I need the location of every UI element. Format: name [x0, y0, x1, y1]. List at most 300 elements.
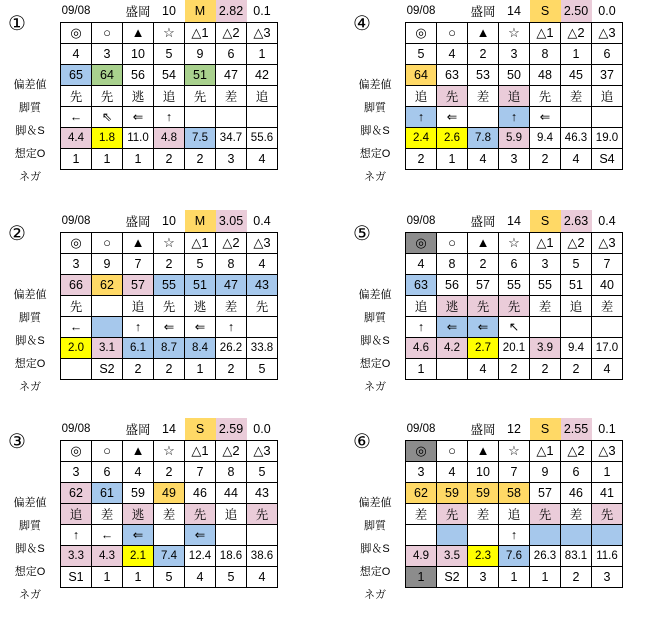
style-row: [406, 503, 623, 524]
table-cell: ↑: [499, 106, 530, 127]
table-cell: 9: [185, 43, 216, 64]
header-cell: 09/08: [406, 4, 436, 17]
race-table: [60, 418, 278, 588]
table-cell: 4.8: [154, 127, 185, 148]
pace-row: [61, 106, 278, 127]
table-cell: [561, 316, 592, 337]
race-number-circle: ⑤: [353, 223, 371, 245]
table-cell: 8: [216, 461, 247, 482]
table-cell: 47: [216, 64, 247, 85]
table-cell: 11.0: [123, 127, 154, 148]
table-cell: ○: [437, 22, 468, 43]
table-cell: 4: [61, 43, 92, 64]
race-number-circle: ④: [353, 13, 371, 35]
race-number-circle: ①: [8, 13, 26, 35]
table-cell: 55: [530, 274, 561, 295]
row-label: 想定O: [14, 358, 46, 370]
table-cell: 63: [406, 274, 437, 295]
deviation-row: [61, 274, 278, 295]
number-row: [61, 461, 278, 482]
row-label: 偏差値: [358, 497, 392, 509]
table-cell: [92, 295, 123, 316]
table-cell: 7.5: [185, 127, 216, 148]
table-cell: 56: [437, 274, 468, 295]
race-number-circle: ③: [8, 431, 26, 453]
table-cell: 2.4: [406, 127, 437, 148]
row-label: 偏差値: [13, 289, 47, 301]
header-cell: 盛岡: [470, 4, 496, 19]
table-cell: 26.3: [530, 545, 561, 566]
table-cell: 26.2: [216, 337, 247, 358]
odds-row: [406, 545, 623, 566]
table-cell: 4: [123, 461, 154, 482]
style-row: [406, 295, 623, 316]
table-cell: 19.0: [592, 127, 623, 148]
header-cell: 10: [162, 213, 176, 228]
table-cell: 逃: [185, 295, 216, 316]
row-label: 脚＆S: [15, 335, 45, 347]
nega-row: [406, 358, 623, 379]
table-cell: 48: [530, 64, 561, 85]
nega-row: [406, 148, 623, 169]
table-cell: 2.6: [437, 127, 468, 148]
header-cell: 0.4: [253, 213, 271, 228]
table-cell: △1: [185, 22, 216, 43]
table-cell: [592, 106, 623, 127]
row-label: 想定O: [14, 148, 46, 160]
row-labels: [0, 284, 60, 399]
table-cell: 1: [406, 566, 437, 587]
table-cell: 5: [154, 43, 185, 64]
table-cell: 51: [561, 274, 592, 295]
table-cell: 3: [499, 43, 530, 64]
header-cell: 09/08: [61, 214, 91, 227]
table-cell: ⇐: [468, 316, 499, 337]
table-cell: [92, 316, 123, 337]
header-cell: [92, 0, 123, 22]
table-cell: 追: [61, 503, 92, 524]
table-cell: ←: [92, 524, 123, 545]
table-cell: 6: [592, 43, 623, 64]
table-cell: 65: [61, 64, 92, 85]
header-cell: [437, 210, 468, 232]
table-cell: [406, 524, 437, 545]
race-table: [405, 0, 623, 170]
table-cell: 42: [247, 64, 278, 85]
table-cell: [437, 524, 468, 545]
table-cell: △3: [592, 232, 623, 253]
table-cell: 53: [468, 64, 499, 85]
table-cell: △2: [561, 22, 592, 43]
table-cell: 追: [406, 85, 437, 106]
header-cell: 0.4: [598, 213, 616, 228]
race-header-row: [61, 418, 278, 440]
table-cell: 46: [185, 482, 216, 503]
table-cell: 58: [499, 482, 530, 503]
row-label: ネガ: [364, 589, 386, 601]
header-cell: 盛岡: [125, 4, 151, 19]
header-cell: 2.59: [216, 418, 247, 440]
table-cell: 1: [92, 566, 123, 587]
row-label: 脚質: [364, 520, 386, 532]
table-cell: 44: [216, 482, 247, 503]
table-cell: 56: [123, 64, 154, 85]
table-cell: 2: [154, 358, 185, 379]
table-cell: 先: [499, 295, 530, 316]
table-cell: 3: [406, 461, 437, 482]
table-cell: S2: [437, 566, 468, 587]
race-panel: [345, 0, 664, 200]
table-cell: 5: [406, 43, 437, 64]
deviation-row: [61, 482, 278, 503]
number-row: [61, 253, 278, 274]
table-cell: 先: [61, 85, 92, 106]
table-cell: 9: [530, 461, 561, 482]
table-cell: 6: [216, 43, 247, 64]
table-cell: 2: [154, 253, 185, 274]
table-cell: 3: [61, 253, 92, 274]
table-cell: 2: [499, 358, 530, 379]
table-cell: 6.1: [123, 337, 154, 358]
table-cell: △3: [592, 440, 623, 461]
table-cell: ▲: [468, 440, 499, 461]
mark-row: [406, 440, 623, 461]
table-cell: 2.1: [123, 545, 154, 566]
table-cell: △1: [530, 232, 561, 253]
table-cell: 5.9: [499, 127, 530, 148]
table-cell: 62: [406, 482, 437, 503]
header-cell: 盛岡: [125, 422, 151, 437]
table-cell: [247, 106, 278, 127]
table-cell: 先: [61, 295, 92, 316]
table-cell: 2.7: [468, 337, 499, 358]
header-cell: 12: [507, 421, 521, 436]
table-cell: △3: [592, 22, 623, 43]
table-cell: 逃: [437, 295, 468, 316]
header-cell: 09/08: [406, 214, 436, 227]
table-cell: 1: [92, 148, 123, 169]
header-cell: S: [530, 0, 561, 22]
table-cell: 40: [592, 274, 623, 295]
table-cell: 2: [216, 358, 247, 379]
table-cell: 4: [247, 253, 278, 274]
table-cell: 差: [468, 85, 499, 106]
table-cell: 3.1: [92, 337, 123, 358]
table-cell: 2: [468, 253, 499, 274]
table-cell: 4: [468, 148, 499, 169]
table-cell: 7: [185, 461, 216, 482]
nega-row: [406, 566, 623, 587]
table-cell: 1: [437, 148, 468, 169]
header-cell: S: [530, 210, 561, 232]
table-cell: 逃: [123, 503, 154, 524]
table-cell: 61: [92, 482, 123, 503]
header-cell: 0.0: [253, 421, 271, 436]
style-row: [61, 295, 278, 316]
table-cell: ☆: [499, 22, 530, 43]
table-cell: 4.3: [92, 545, 123, 566]
race-number-circle: ⑥: [353, 431, 371, 453]
table-cell: ↑: [216, 316, 247, 337]
table-cell: [592, 316, 623, 337]
table-cell: 4: [437, 461, 468, 482]
table-cell: ↑: [123, 316, 154, 337]
table-cell: ☆: [499, 232, 530, 253]
header-cell: [437, 418, 468, 440]
table-cell: 1: [530, 566, 561, 587]
table-cell: ←: [61, 106, 92, 127]
mark-row: [61, 440, 278, 461]
table-cell: 43: [247, 274, 278, 295]
odds-row: [61, 545, 278, 566]
table-cell: 3.3: [61, 545, 92, 566]
row-label: 脚質: [19, 520, 41, 532]
table-cell: 4: [561, 148, 592, 169]
table-cell: 55: [154, 274, 185, 295]
table-cell: 追: [592, 85, 623, 106]
row-label: 脚＆S: [360, 335, 390, 347]
row-label: 偏差値: [13, 497, 47, 509]
header-cell: 2.55: [561, 418, 592, 440]
table-cell: △1: [530, 22, 561, 43]
style-row: [406, 85, 623, 106]
table-cell: 先: [437, 503, 468, 524]
table-cell: ◎: [61, 232, 92, 253]
table-cell: ▲: [123, 22, 154, 43]
table-cell: 3: [530, 253, 561, 274]
table-cell: 先: [185, 503, 216, 524]
table-cell: 8: [437, 253, 468, 274]
table-cell: 38.6: [247, 545, 278, 566]
table-cell: 差: [216, 295, 247, 316]
table-cell: ○: [92, 440, 123, 461]
table-cell: 54: [154, 64, 185, 85]
table-cell: △3: [247, 22, 278, 43]
race-panel: [0, 418, 340, 618]
style-row: [61, 85, 278, 106]
table-cell: ←: [61, 316, 92, 337]
header-cell: 14: [507, 3, 521, 18]
deviation-row: [61, 64, 278, 85]
table-cell: ⇐: [437, 316, 468, 337]
table-cell: 6: [92, 461, 123, 482]
table-cell: 追: [499, 503, 530, 524]
table-cell: 3: [216, 148, 247, 169]
mark-row: [61, 232, 278, 253]
table-cell: 8: [216, 253, 247, 274]
table-cell: 2.3: [468, 545, 499, 566]
table-cell: ☆: [499, 440, 530, 461]
race-panel: [345, 418, 664, 618]
table-cell: 57: [530, 482, 561, 503]
row-label: 脚＆S: [360, 543, 390, 555]
nega-row: [61, 148, 278, 169]
table-cell: ▲: [123, 232, 154, 253]
table-cell: 55: [499, 274, 530, 295]
table-cell: 46: [561, 482, 592, 503]
race-panel: [0, 0, 340, 200]
table-cell: 差: [530, 295, 561, 316]
table-cell: S1: [61, 566, 92, 587]
race-header-row: [61, 0, 278, 22]
table-cell: ⇐: [123, 524, 154, 545]
table-cell: ⇐: [185, 316, 216, 337]
table-cell: △2: [216, 232, 247, 253]
table-cell: ▲: [468, 22, 499, 43]
table-cell: 2: [123, 358, 154, 379]
table-cell: ○: [92, 232, 123, 253]
table-cell: 追: [406, 295, 437, 316]
row-label: 脚質: [19, 102, 41, 114]
table-cell: 62: [92, 274, 123, 295]
table-cell: [61, 358, 92, 379]
header-cell: 0.1: [598, 421, 616, 436]
table-cell: 9.4: [561, 337, 592, 358]
table-cell: ◎: [61, 22, 92, 43]
table-cell: 差: [406, 503, 437, 524]
table-cell: [216, 106, 247, 127]
table-cell: ☆: [154, 440, 185, 461]
table-cell: 先: [468, 295, 499, 316]
table-cell: 1: [123, 148, 154, 169]
table-cell: [592, 524, 623, 545]
row-label: ネガ: [364, 381, 386, 393]
row-label: 脚＆S: [15, 125, 45, 137]
row-label: 脚質: [364, 312, 386, 324]
table-cell: [468, 106, 499, 127]
table-cell: ◎: [406, 440, 437, 461]
deviation-row: [406, 482, 623, 503]
race-table: [405, 418, 623, 588]
table-cell: 1: [123, 566, 154, 587]
table-cell: 4.2: [437, 337, 468, 358]
table-cell: 2: [185, 148, 216, 169]
odds-row: [406, 127, 623, 148]
table-cell: 62: [61, 482, 92, 503]
table-cell: 6: [561, 461, 592, 482]
table-cell: 差: [216, 85, 247, 106]
table-cell: ↑: [61, 524, 92, 545]
table-cell: 3: [61, 461, 92, 482]
number-row: [61, 43, 278, 64]
table-cell: ⇐: [185, 524, 216, 545]
table-cell: 59: [123, 482, 154, 503]
table-cell: 34.7: [216, 127, 247, 148]
table-cell: 6: [499, 253, 530, 274]
table-cell: 8.7: [154, 337, 185, 358]
table-cell: 先: [530, 503, 561, 524]
table-cell: 先: [530, 85, 561, 106]
table-cell: 49: [154, 482, 185, 503]
row-label: 脚＆S: [360, 125, 390, 137]
row-label: ネガ: [19, 171, 41, 183]
table-cell: [561, 524, 592, 545]
table-cell: ◎: [406, 22, 437, 43]
table-cell: [561, 106, 592, 127]
table-cell: 先: [592, 503, 623, 524]
pace-row: [406, 524, 623, 545]
table-cell: 46.3: [561, 127, 592, 148]
table-cell: 2.0: [61, 337, 92, 358]
table-cell: 3: [92, 43, 123, 64]
table-cell: 2: [154, 148, 185, 169]
table-cell: 7.6: [499, 545, 530, 566]
table-cell: ▲: [123, 440, 154, 461]
table-cell: 5: [216, 566, 247, 587]
table-cell: 差: [468, 503, 499, 524]
table-cell: 57: [468, 274, 499, 295]
race-table: [405, 210, 623, 380]
table-cell: 41: [592, 482, 623, 503]
header-cell: [437, 0, 468, 22]
table-cell: ⇐: [154, 316, 185, 337]
table-cell: 追: [499, 85, 530, 106]
header-cell: 盛岡: [470, 214, 496, 229]
table-cell: [247, 524, 278, 545]
table-cell: 8: [530, 43, 561, 64]
table-cell: 3: [468, 566, 499, 587]
pace-row: [61, 524, 278, 545]
table-cell: 5: [185, 253, 216, 274]
table-cell: 7: [499, 461, 530, 482]
table-cell: 7.8: [468, 127, 499, 148]
table-cell: ○: [437, 440, 468, 461]
header-cell: 09/08: [406, 422, 436, 435]
table-cell: 4: [592, 358, 623, 379]
table-cell: 先: [185, 85, 216, 106]
number-row: [406, 43, 623, 64]
header-cell: M: [185, 0, 216, 22]
table-cell: 3: [592, 566, 623, 587]
number-row: [406, 461, 623, 482]
table-cell: ◎: [406, 232, 437, 253]
table-cell: 追: [247, 85, 278, 106]
table-cell: 差: [154, 503, 185, 524]
deviation-row: [406, 64, 623, 85]
table-cell: 2: [530, 358, 561, 379]
row-labels: [345, 284, 405, 399]
row-label: 脚質: [364, 102, 386, 114]
table-cell: 11.6: [592, 545, 623, 566]
table-cell: ↑: [406, 106, 437, 127]
row-label: 脚質: [19, 312, 41, 324]
table-cell: ↑: [499, 524, 530, 545]
table-cell: 2: [561, 358, 592, 379]
header-cell: 0.1: [253, 3, 271, 18]
row-label: ネガ: [364, 171, 386, 183]
table-cell: 1: [61, 148, 92, 169]
table-cell: 3.5: [437, 545, 468, 566]
table-cell: 9: [92, 253, 123, 274]
race-header-row: [61, 210, 278, 232]
table-cell: 12.4: [185, 545, 216, 566]
table-cell: △1: [185, 440, 216, 461]
pace-row: [61, 316, 278, 337]
table-cell: 2: [468, 43, 499, 64]
race-panel: [345, 210, 664, 410]
table-cell: 4: [247, 566, 278, 587]
header-cell: 盛岡: [125, 214, 151, 229]
table-cell: 先: [247, 295, 278, 316]
row-label: 偏差値: [358, 79, 392, 91]
header-cell: 2.50: [561, 0, 592, 22]
table-cell: 1: [247, 43, 278, 64]
table-cell: 2: [530, 148, 561, 169]
table-cell: 83.1: [561, 545, 592, 566]
table-cell: ⇐: [530, 106, 561, 127]
table-cell: 追: [123, 295, 154, 316]
row-labels: [0, 492, 60, 607]
